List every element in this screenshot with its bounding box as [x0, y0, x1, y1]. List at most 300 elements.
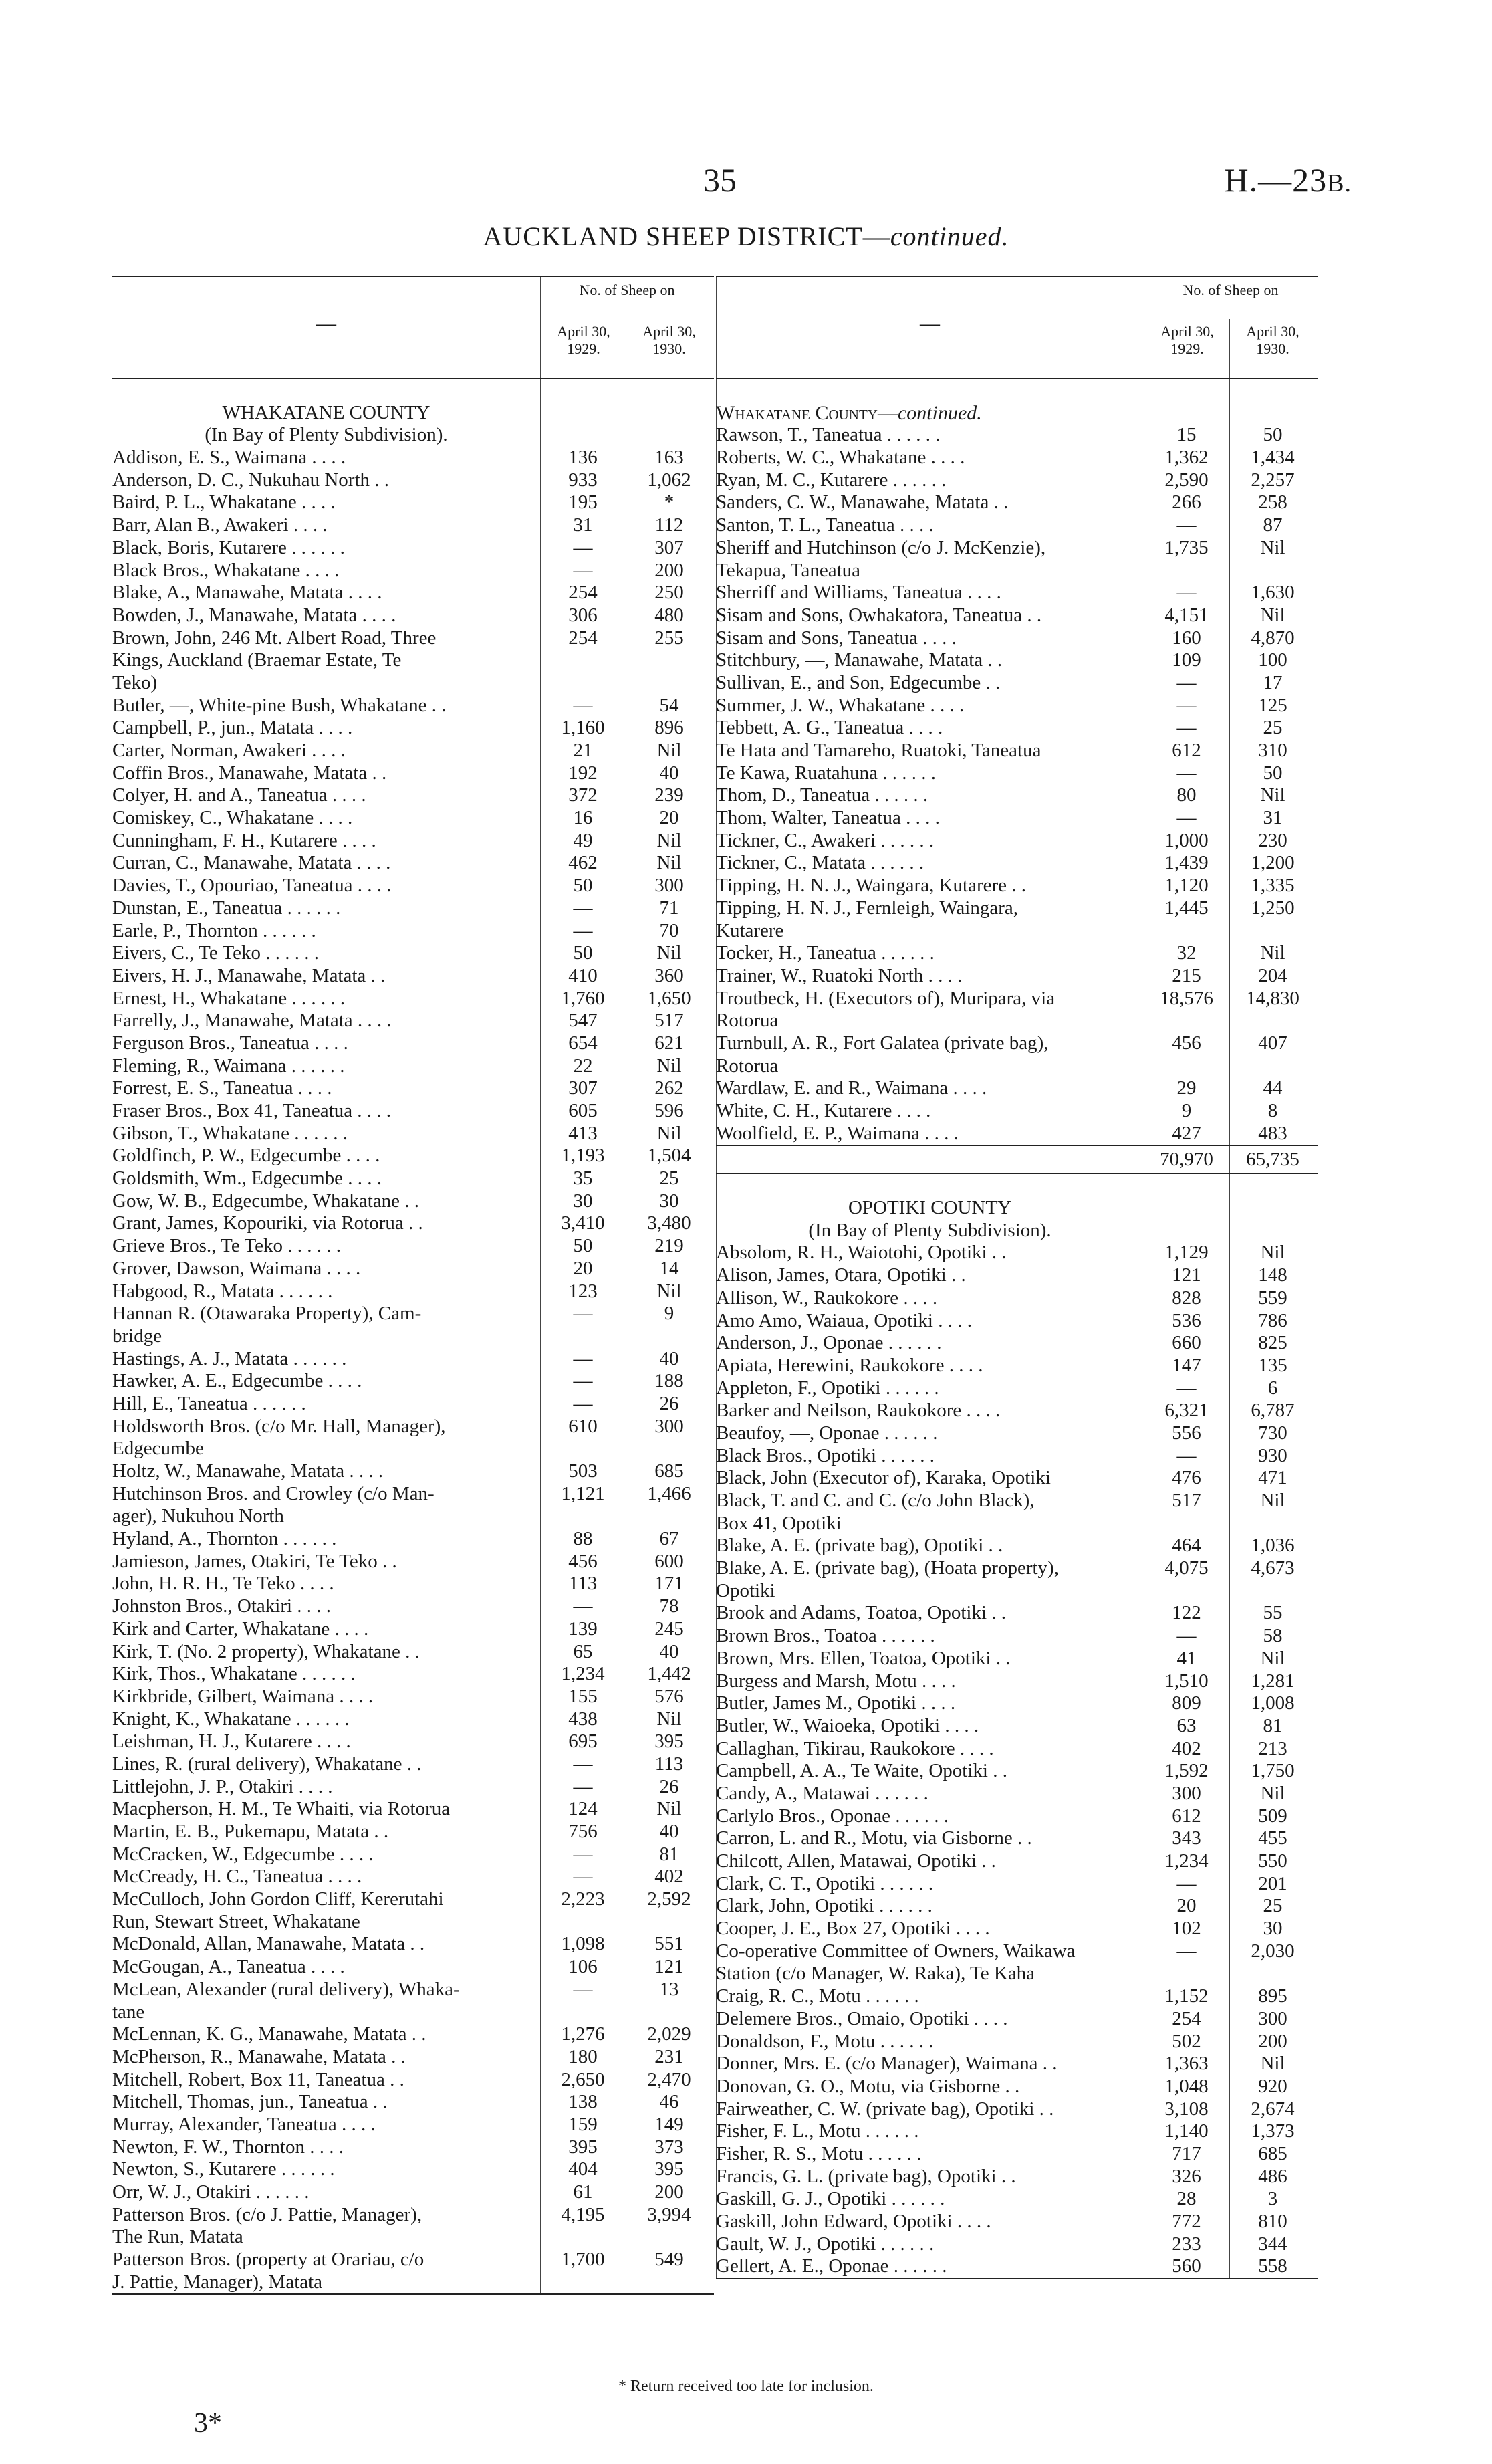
table-row [112, 582, 714, 604]
owner-name [112, 2069, 537, 2092]
sheep-1930: 3,480 [647, 1212, 691, 1234]
table-row [112, 447, 714, 469]
sheep-1929: 410 [568, 964, 598, 986]
owner-name-text: McCracken, W., Edgecumbe . . . . [112, 1843, 374, 1865]
sheep-1930: 1,750 [1251, 1760, 1295, 1782]
sheep-1930: 40 [659, 1640, 679, 1662]
owner-name [716, 988, 1141, 1010]
owner-name [716, 2008, 1141, 2031]
owner-name [716, 1895, 1141, 1918]
owner-name [716, 2188, 1141, 2211]
sheep-1929: 113 [568, 1573, 598, 1595]
sheep-1929: 50 [573, 942, 593, 964]
owner-name-text: Whakatane County— [716, 401, 898, 424]
sheep-1930: 25 [659, 1167, 679, 1190]
table-row [716, 740, 1318, 762]
owner-name [112, 875, 537, 897]
owner-name-text: Thom, D., Taneatua . . . . . . [716, 784, 928, 806]
owner-name-text: Butler, —, White-pine Bush, Whakatane . . [112, 694, 447, 716]
owner-name-text: Rotorua [716, 1054, 779, 1077]
header-dash: — [920, 312, 940, 334]
owner-name-text: Curran, C., Manawahe, Matata . . . . [112, 852, 391, 874]
owner-name-text: Carter, Norman, Awakeri . . . . [112, 740, 346, 761]
sheep-1929: — [573, 919, 593, 941]
sheep-1930: 1,335 [1251, 875, 1295, 897]
owner-name [112, 695, 537, 717]
owner-name-text: Delemere Bros., Omaio, Opotiki . . . . [716, 2007, 1008, 2029]
header-date-1930 [627, 323, 711, 358]
sheep-1930: 2,257 [1251, 469, 1295, 491]
left-table-header [112, 276, 714, 379]
table-row [716, 627, 1318, 650]
owner-name [112, 1460, 537, 1483]
sheep-1930: 3 [1267, 2188, 1278, 2210]
table-row [112, 784, 714, 807]
sheep-1929: — [573, 1978, 593, 2000]
owner-name-text: Blake, A. E. (private bag), Opotiki . . [716, 1535, 1003, 1557]
left-table-body [112, 379, 714, 2293]
document-code-main: H.—23 [1224, 161, 1328, 199]
sheep-1929: 61 [573, 2181, 593, 2203]
owner-name [112, 1866, 537, 1888]
sheep-1930: 307 [654, 536, 684, 558]
owner-name [716, 1490, 1141, 1513]
sheep-1930: 200 [654, 2181, 684, 2203]
sheep-1929: 65 [573, 1640, 593, 1662]
sheep-1930: 360 [654, 964, 684, 986]
owner-name-text: Littlejohn, J. P., Otakiri . . . . [112, 1775, 333, 1797]
sheep-1930: 25 [1263, 717, 1283, 739]
owner-name-text: McLennan, K. G., Manawahe, Matata . . [112, 2023, 426, 2045]
table-row [112, 2158, 714, 2181]
sheep-1929: — [573, 536, 593, 558]
sheep-1930: 930 [1258, 1444, 1287, 1466]
owner-name [716, 2143, 1141, 2166]
owner-name [112, 1077, 537, 1100]
owner-name-text: Eivers, H. J., Manawahe, Matata . . [112, 964, 386, 986]
sheep-1929: 413 [568, 1122, 598, 1144]
table-row [112, 1280, 714, 1303]
sheep-1930: 2,592 [647, 1888, 691, 1910]
owner-name [112, 965, 537, 988]
sheep-1929: 605 [568, 1100, 598, 1121]
table-row [112, 1416, 714, 1438]
table-row [112, 965, 714, 988]
sheep-1929: 122 [1172, 1602, 1201, 1624]
sheep-1930: 239 [654, 784, 684, 806]
sheep-1930: 54 [659, 694, 679, 716]
owner-name-text: Newton, F. W., Thornton . . . . [112, 2136, 344, 2158]
table-row [716, 1580, 1318, 1603]
sheep-1930: 8 [1267, 1100, 1278, 1121]
sheep-1930: 1,630 [1251, 582, 1295, 604]
right-table-body [716, 379, 1318, 2278]
owner-name-text: Orr, W. J., Otakiri . . . . . . [112, 2181, 309, 2203]
sheep-1929: — [1176, 1940, 1197, 1962]
table-row [112, 2001, 714, 2024]
owner-name-text: Clark, John, Opotiki . . . . . . [716, 1895, 932, 1917]
table-row [716, 784, 1318, 807]
sheep-1929: 654 [568, 1032, 598, 1054]
sheep-1930: 46 [659, 2091, 679, 2113]
owner-name [716, 875, 1141, 897]
table-row [112, 1348, 714, 1371]
sheep-1930: 219 [654, 1235, 684, 1257]
sheep-1929: 1,160 [561, 717, 605, 739]
owner-name-text: Tebbett, A. G., Taneatua . . . . [716, 717, 943, 739]
sheep-1930: 255 [654, 627, 684, 649]
owner-name [112, 852, 537, 875]
owner-name [716, 1242, 1141, 1264]
owner-name [716, 1032, 1141, 1055]
sheep-1929: 80 [1176, 784, 1197, 806]
owner-name [112, 672, 537, 695]
sheep-1930: 87 [1263, 514, 1283, 536]
owner-name-text: Trainer, W., Ruatoki North . . . . [716, 964, 963, 986]
owner-name [112, 2226, 537, 2249]
sheep-1929: 124 [568, 1798, 598, 1820]
owner-name-text: Coffin Bros., Manawahe, Matata . . [112, 762, 387, 784]
sheep-1929: 1,129 [1164, 1242, 1209, 1264]
sheep-1929: 1,439 [1164, 852, 1209, 874]
table-row [716, 1557, 1318, 1580]
owner-name [112, 582, 537, 604]
owner-name-text: Hawker, A. E., Edgecumbe . . . . [112, 1370, 362, 1392]
table-row [716, 1535, 1318, 1557]
sheep-1930: 163 [654, 447, 684, 469]
owner-name-text: Absolom, R. H., Waiotohi, Opotiki . . [716, 1242, 1007, 1264]
owner-name-text: Gellert, A. E., Oponae . . . . . . [716, 2255, 947, 2277]
sheep-1929: — [573, 694, 593, 716]
sheep-1930: 148 [1258, 1264, 1287, 1286]
sheep-1929: 35 [573, 1167, 593, 1190]
sheep-1930: 395 [654, 1730, 684, 1753]
owner-name [112, 1911, 537, 1934]
sheep-1929: — [573, 1347, 593, 1369]
sheep-1929: 1,363 [1164, 2053, 1209, 2075]
sheep-1929: 828 [1172, 1286, 1201, 1309]
sheep-1930: 1,250 [1251, 897, 1295, 919]
owner-name [716, 2233, 1141, 2256]
sheep-1930: 310 [1258, 740, 1287, 761]
owner-name-text: Burgess and Marsh, Motu . . . . [716, 1670, 956, 1692]
sheep-1930: 4,673 [1251, 1557, 1295, 1579]
owner-name [112, 537, 537, 560]
owner-name [716, 627, 1141, 650]
owner-name-text: Davies, T., Opouriao, Taneatua . . . . [112, 875, 392, 897]
sheep-1929: 809 [1172, 1692, 1201, 1714]
sheep-1930: 100 [1258, 649, 1287, 671]
sheep-1929: 233 [1172, 2233, 1201, 2255]
owner-name [716, 1535, 1141, 1557]
sheep-1929: 102 [1172, 1918, 1201, 1940]
sheep-1930: 31 [1263, 807, 1283, 829]
table-row [716, 852, 1318, 875]
owner-name-text: Ferguson Bros., Taneatua . . . . [112, 1032, 348, 1054]
table-row [716, 695, 1318, 717]
table-row [112, 2046, 714, 2069]
owner-name-text: Apiata, Herewini, Raukokore . . . . [716, 1354, 983, 1376]
header-date1-line1: April 30, [557, 323, 610, 340]
owner-name [716, 582, 1141, 604]
owner-name [716, 2076, 1141, 2098]
owner-name [112, 1505, 537, 1528]
owner-name-text: Colyer, H. and A., Taneatua . . . . [112, 784, 366, 806]
sheep-1930: 262 [654, 1077, 684, 1099]
sheep-1930: 786 [1258, 1309, 1287, 1331]
owner-name-text: Sisam and Sons, Owhakatora, Taneatua . . [716, 604, 1042, 626]
owner-name-text: McLean, Alexander (rural delivery), Whaka- [112, 1978, 460, 2000]
owner-name [716, 695, 1141, 717]
table-row [112, 1370, 714, 1393]
owner-name [112, 402, 540, 425]
sheep-1930: 30 [659, 1190, 679, 1212]
owner-name [716, 604, 1141, 627]
table-row [716, 1625, 1318, 1648]
header-date-1929 [1145, 323, 1229, 358]
owner-name [112, 2181, 537, 2204]
table-row [112, 1979, 714, 2001]
table-row [716, 379, 1318, 402]
table-row [112, 1663, 714, 1686]
table-row [112, 1573, 714, 1595]
owner-name-text: Carron, L. and R., Motu, via Gisborne . . [716, 1827, 1032, 1850]
sheep-1929: 456 [568, 1550, 598, 1572]
page-title [0, 221, 1492, 252]
owner-name [716, 1760, 1141, 1783]
table-row [112, 2069, 714, 2092]
owner-name-text: Thom, Walter, Taneatua . . . . [716, 807, 940, 829]
table-row [112, 1776, 714, 1799]
table-row [716, 965, 1318, 988]
sheep-1930: 402 [654, 1866, 684, 1888]
owner-name-text: Mitchell, Thomas, jun., Taneatua . . [112, 2091, 388, 2113]
sheep-1930: 250 [654, 582, 684, 604]
sheep-1929: — [573, 1753, 593, 1775]
owner-name [716, 1918, 1141, 1940]
sheep-1930: 245 [654, 1617, 684, 1640]
sheep-1930: 509 [1258, 1805, 1287, 1827]
sheep-1929: 160 [1172, 627, 1201, 649]
owner-name [716, 424, 1141, 447]
owner-name-text: Hyland, A., Thornton . . . . . . [112, 1528, 337, 1550]
sheep-1929: 326 [1172, 2165, 1201, 2187]
owner-name [112, 1888, 537, 1911]
owner-name [112, 897, 537, 920]
owner-name [716, 1738, 1141, 1761]
owner-name [716, 2120, 1141, 2143]
sheep-1930: 171 [654, 1573, 684, 1595]
owner-name [716, 1985, 1141, 2008]
sheep-1929: 254 [1172, 2007, 1201, 2029]
table-row [716, 1010, 1318, 1032]
sheep-1929: 2,650 [561, 2068, 605, 2090]
table-row [112, 560, 714, 582]
sheep-1929: 4,151 [1164, 604, 1209, 626]
owner-name [716, 1670, 1141, 1693]
sheep-1930: 2,030 [1251, 1940, 1295, 1962]
sheep-1929: 1,362 [1164, 447, 1209, 469]
owner-name [112, 514, 537, 537]
sheep-1929: 1,098 [561, 1933, 605, 1955]
owner-name [112, 1979, 537, 2001]
owner-name-text: Black Bros., Opotiki . . . . . . [716, 1444, 935, 1466]
owner-name [716, 649, 1141, 672]
sheep-1930: 685 [1258, 2142, 1287, 2164]
owner-name-text: Black, Boris, Kutarere . . . . . . [112, 536, 345, 558]
table-row [716, 514, 1318, 537]
owner-name-text: OPOTIKI COUNTY [848, 1197, 1012, 1219]
sheep-1930: 407 [1258, 1032, 1287, 1054]
table-row [716, 2053, 1318, 2076]
sheep-1929: — [573, 1303, 593, 1325]
table-row [112, 1618, 714, 1641]
sheep-1929: 1,120 [1164, 875, 1209, 897]
table-row [716, 875, 1318, 897]
sheep-1930: 50 [1263, 762, 1283, 784]
owner-name [716, 1715, 1141, 1738]
sheep-1930: 730 [1258, 1422, 1287, 1444]
owner-name-text: Rawson, T., Taneatua . . . . . . [716, 424, 941, 446]
owner-name [716, 2053, 1141, 2076]
sheep-1929: 159 [568, 2113, 598, 2135]
table-row [112, 1032, 714, 1055]
owner-name-text: Butler, W., Waioeka, Opotiki . . . . [716, 1714, 979, 1737]
sheep-1930: 125 [1258, 694, 1287, 716]
table-row [112, 1595, 714, 1618]
table-row [112, 1730, 714, 1753]
owner-name [716, 537, 1141, 560]
owner-name [716, 1827, 1141, 1850]
owner-name-text: Forrest, E. S., Taneatua . . . . [112, 1077, 332, 1099]
sheep-1929: 16 [573, 807, 593, 829]
sheep-1930: Nil [656, 852, 682, 874]
table-row [112, 2181, 714, 2204]
owner-name [716, 1197, 1144, 1220]
sheep-1930: 1,442 [647, 1663, 691, 1685]
section-heading [112, 424, 714, 447]
owner-name-text: ager), Nukuhou North [112, 1505, 284, 1527]
owner-name [716, 1580, 1141, 1603]
owner-name [112, 1280, 537, 1303]
sheep-1930: 1,062 [647, 469, 691, 491]
sheep-1930: 13 [659, 1978, 679, 2000]
owner-name-text: Gibson, T., Whakatane . . . . . . [112, 1122, 348, 1144]
owner-name [716, 672, 1141, 695]
sheep-1929: 254 [568, 627, 598, 649]
owner-name [716, 965, 1141, 988]
owner-name-text: Macpherson, H. M., Te Whaiti, via Rotorua [112, 1798, 451, 1820]
owner-name [716, 1873, 1141, 1896]
sheep-1930: Nil [1260, 1490, 1285, 1511]
sheep-1929: 138 [568, 2091, 598, 2113]
owner-name [112, 740, 537, 762]
table-row [716, 1670, 1318, 1693]
sheep-1929: 427 [1172, 1122, 1201, 1144]
owner-name [112, 942, 537, 965]
sheep-1929: 307 [568, 1077, 598, 1099]
sheep-1930: Nil [1260, 604, 1285, 626]
header-date2-line1: April 30, [1246, 323, 1299, 340]
sheep-1930: 480 [654, 604, 684, 626]
table-row [716, 1602, 1318, 1625]
table-row [112, 2091, 714, 2114]
table-row [112, 1212, 714, 1235]
owner-name-text: Black, John (Executor of), Karaka, Opotiki [716, 1467, 1051, 1489]
table-row [716, 1985, 1318, 2008]
sheep-1929: 6,321 [1164, 1399, 1209, 1422]
sheep-1930: 81 [1263, 1714, 1283, 1737]
table-row [716, 537, 1318, 560]
sheep-1929: 772 [1172, 2211, 1201, 2232]
table-row [112, 695, 714, 717]
sheep-1930: 113 [654, 1753, 684, 1775]
table-row [716, 2076, 1318, 2098]
table-row [112, 1753, 714, 1776]
owner-name [112, 1708, 537, 1731]
header-dash: — [316, 312, 336, 334]
table-row [716, 1287, 1318, 1310]
sheep-1930: 2,029 [647, 2023, 691, 2045]
owner-name-text: Addison, E. S., Waimana . . . . [112, 447, 346, 469]
sheep-1929: 49 [573, 829, 593, 851]
sheep-1929: 612 [1172, 740, 1201, 761]
owner-name-text: Gault, W. J., Opotiki . . . . . . [716, 2233, 935, 2255]
sheep-1930: 78 [659, 1595, 679, 1617]
sheep-1930: 3,994 [647, 2203, 691, 2225]
owner-name [112, 1776, 537, 1799]
owner-name-text: Wardlaw, E. and R., Waimana . . . . [716, 1077, 987, 1099]
table-row [112, 1438, 714, 1460]
sheep-1930: 685 [654, 1460, 684, 1482]
table-row [112, 2136, 714, 2159]
owner-name-text: Fairweather, C. W. (private bag), Opotiki . . [716, 2098, 1054, 2120]
owner-name-text: Craig, R. C., Motu . . . . . . [716, 1985, 919, 2007]
owner-name [112, 762, 537, 785]
owner-name [112, 1416, 537, 1438]
table-row [716, 1513, 1318, 1535]
owner-name-text: Allison, W., Raukokore . . . . [716, 1286, 938, 1309]
owner-name-text: Santon, T. L., Taneatua . . . . [716, 514, 934, 536]
owner-name-text: Jamieson, James, Otakiri, Te Teko . . [112, 1550, 397, 1572]
table-row [716, 1377, 1318, 1400]
sheep-1930: 9 [664, 1303, 674, 1325]
table-row [716, 1100, 1318, 1123]
table-row [112, 649, 714, 672]
table-row [716, 807, 1318, 830]
owner-name-text: (In Bay of Plenty Subdivision). [205, 424, 448, 446]
sheep-1929: 28 [1176, 2188, 1197, 2210]
right-table-header [716, 276, 1318, 379]
owner-name-text: Edgecumbe [112, 1438, 204, 1460]
sheep-1930: 81 [659, 1843, 679, 1865]
sheep-1930: Nil [1260, 2053, 1285, 2075]
table-row [716, 830, 1318, 853]
owner-name [716, 1220, 1144, 1242]
sheep-1929: 560 [1172, 2255, 1201, 2277]
owner-name-text: Opotiki [716, 1579, 775, 1601]
sheep-1930: 550 [1258, 1850, 1287, 1872]
sheep-1929: 517 [1172, 1490, 1201, 1511]
owner-name-text: Te Kawa, Ruatahuna . . . . . . [716, 762, 936, 784]
owner-name [716, 1963, 1141, 1985]
owner-name-text: Holtz, W., Manawahe, Matata . . . . [112, 1460, 384, 1482]
sheep-1930: 20 [659, 807, 679, 829]
sheep-1929: 372 [568, 784, 598, 806]
sheep-1930: 300 [654, 1415, 684, 1437]
sheep-1930: 44 [1263, 1077, 1283, 1099]
table-row [112, 762, 714, 785]
